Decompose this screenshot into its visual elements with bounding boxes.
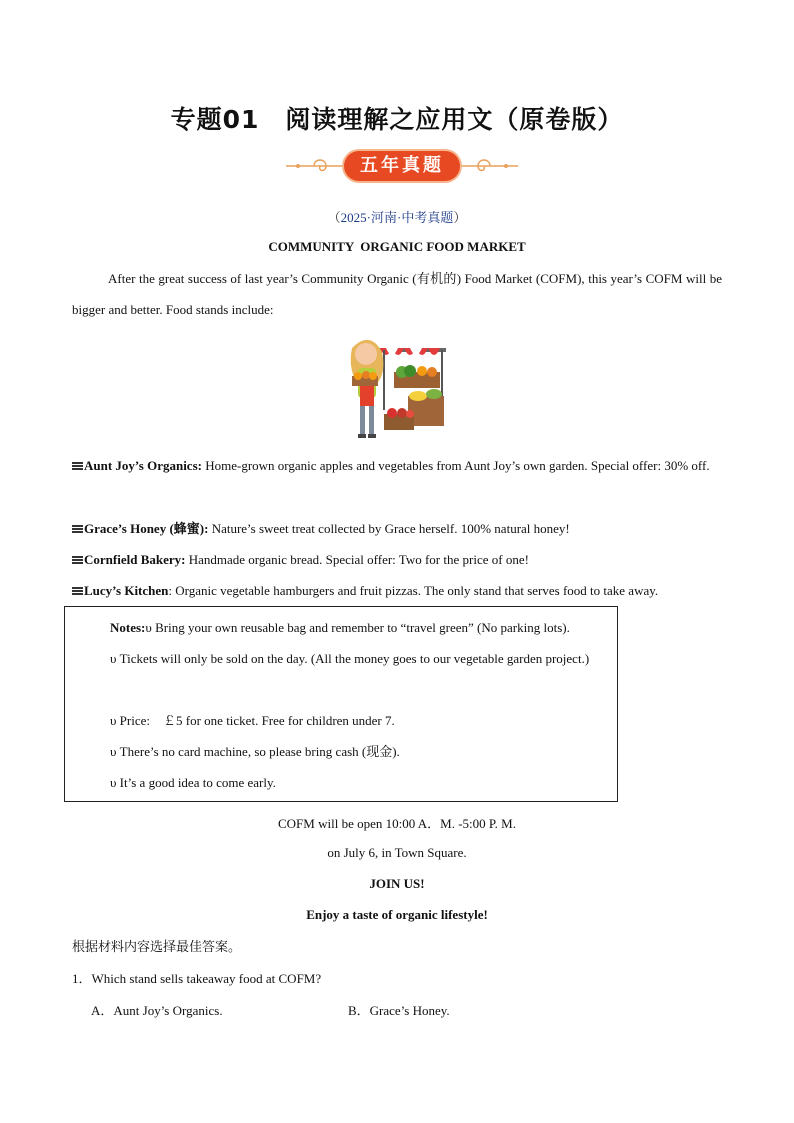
question-number: 1．	[72, 971, 92, 986]
notes-box	[64, 606, 618, 802]
stand-graces-honey	[72, 513, 722, 544]
question-text: Which stand sells takeaway food at COFM?	[91, 971, 322, 986]
note-item: υ It’s a good idea to come early.	[110, 775, 276, 790]
option-text: Grace’s Honey.	[369, 1003, 450, 1018]
list-bullet-icon	[72, 586, 83, 596]
note-item: υ Tickets will only be sold on the day. (All the money goes to our vegetable garden project.)	[110, 651, 590, 666]
slogan: Enjoy a taste of organic lifestyle!	[306, 907, 488, 922]
source-open: （	[327, 210, 341, 225]
list-bullet-icon	[72, 461, 83, 471]
question-instruction: 根据材料内容选择最佳答案。	[72, 939, 242, 954]
open-time: COFM will be open 10:00 A．M. -5:00 P. M.	[278, 816, 516, 831]
stand-aunt-joys	[72, 450, 722, 481]
stand-name: Grace’s Honey (蜂蜜):	[84, 521, 209, 536]
option-label: A．	[91, 1003, 114, 1018]
stand-name: Lucy’s Kitchen	[84, 583, 169, 598]
option-text: Aunt Joy’s Organics.	[113, 1003, 223, 1018]
five-year-banner	[284, 146, 520, 186]
note-text: υ Bring your own reusable bag and remember to “travel green” (No parking lots).	[145, 620, 570, 635]
question-1	[72, 968, 321, 987]
date-place: on July 6, in Town Square.	[327, 845, 467, 860]
passage-heading: COMMUNITY ORGANIC FOOD MARKET	[268, 239, 526, 254]
option-a[interactable]	[91, 1000, 223, 1019]
option-b[interactable]	[348, 1000, 450, 1019]
note-item	[110, 612, 612, 643]
intro-paragraph: After the great success of last year’s Community Organic (有机的) Food Market (COFM), this year’s COFM will be bigger and better. Food stands include:	[72, 271, 722, 317]
notes-label: Notes:	[110, 620, 146, 635]
page-title: 专题01 阅读理解之应用文（原卷版）	[170, 105, 624, 134]
banner-label: 五年真题	[344, 151, 460, 181]
option-label: B．	[348, 1003, 370, 1018]
note-item: υ Price: ￡5 for one ticket. Free for children under 7.	[110, 713, 395, 728]
source-line	[0, 207, 794, 226]
source-tag: 2025·河南·中考真题	[340, 210, 454, 225]
stand-description: Handmade organic bread. Special offer: Two for the price of one!	[185, 552, 529, 567]
stand-name: Aunt Joy’s Organics:	[84, 458, 202, 473]
stand-name: Cornfield Bakery:	[84, 552, 186, 567]
note-item: υ There’s no card machine, so please bring cash (现金).	[110, 744, 400, 759]
stand-description: : Organic vegetable hamburgers and fruit pizzas. The only stand that serves food to take away.	[168, 583, 659, 598]
list-bullet-icon	[72, 555, 83, 565]
market-vendor-illustration	[338, 330, 456, 442]
stand-lucys-kitchen	[72, 575, 722, 606]
stand-description: Home-grown organic apples and vegetables from Aunt Joy’s own garden. Special offer: 30% off.	[201, 458, 710, 473]
source-close: ）	[453, 210, 467, 225]
stand-description: Nature’s sweet treat collected by Grace herself. 100% natural honey!	[208, 521, 570, 536]
join-us: JOIN US!	[369, 876, 425, 891]
stand-cornfield-bakery	[72, 544, 722, 575]
list-bullet-icon	[72, 524, 83, 534]
